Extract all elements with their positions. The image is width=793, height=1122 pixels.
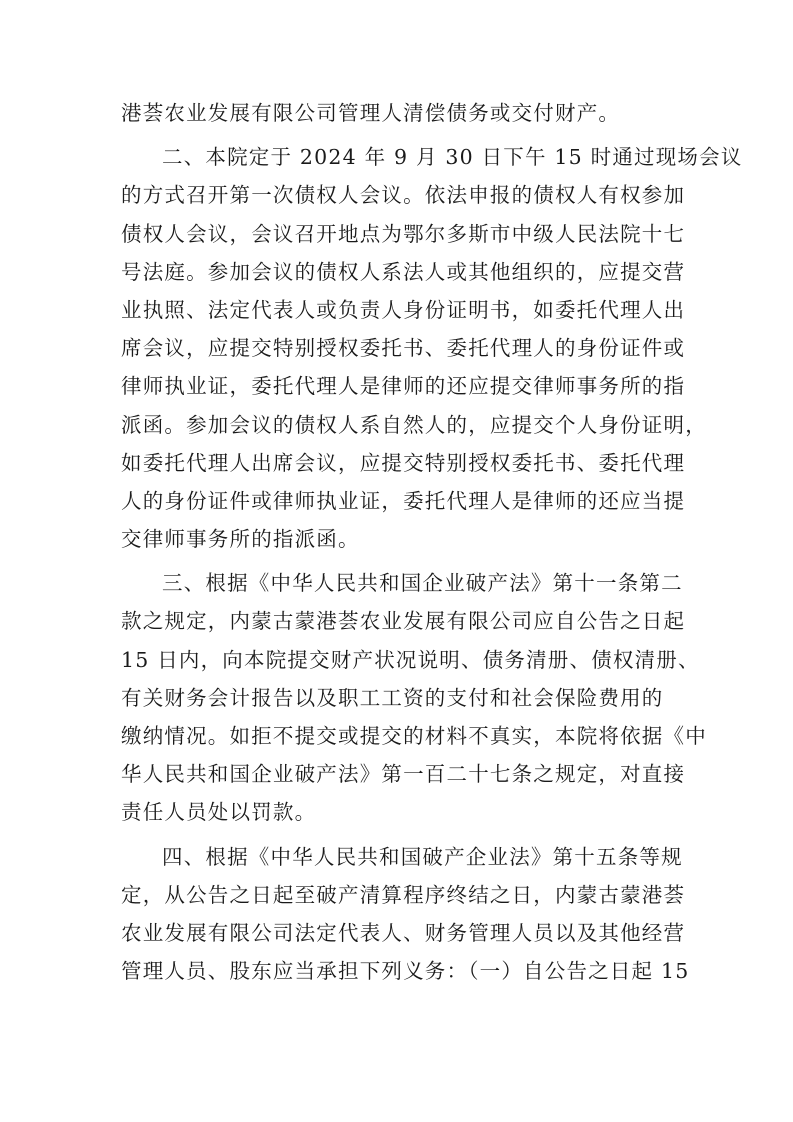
paragraph-creditors-meeting [121,138,743,558]
text-line: 二、本院定于 2024 年 9 月 30 日下午 15 时通过现场会议 [162,145,743,170]
text-line: 业执照、法定代表人或负责人身份证明书，如委托代理人出 [121,297,686,322]
text-line: 定，从公告之日起至破产清算程序终结之日，内蒙古蒙港荟 [121,882,686,907]
document-body [121,94,743,990]
text-line: 有关财务会计报告以及职工工资的支付和社会保险费用的 [121,685,664,710]
text-line: 如委托代理人出席会议，应提交特别授权委托书、委托代理 [121,450,686,475]
text-line: 席会议，应提交特别授权委托书、委托代理人的身份证件或 [121,336,686,361]
text-line: 律师执业证，委托代理人是律师的还应提交律师事务所的指 [121,374,686,399]
paragraph-obligations [121,838,690,991]
paragraph-continuation [121,94,673,132]
text-line: 三、根据《中华人民共和国企业破产法》第十一条第二 [162,571,683,596]
text-line: 号法庭。参加会议的债权人系法人或其他组织的，应提交营 [121,259,686,284]
paragraph-submission-duty [121,564,707,831]
text-line: 港荟农业发展有限公司管理人清偿债务或交付财产。 [121,101,621,125]
text-line: 款之规定，内蒙古蒙港荟农业发展有限公司应自公告之日起 [121,609,686,634]
text-line: 的方式召开第一次债权人会议。依法申报的债权人有权参加 [121,183,686,208]
text-line: 华人民共和国企业破产法》第一百二十七条之规定，对直接 [121,762,686,787]
text-line: 四、根据《中华人民共和国破产企业法》第十五条等规 [162,844,683,869]
text-line: 管理人员、股东应当承担下列义务：（一）自公告之日起 15 [121,959,690,984]
text-line: 责任人员处以罚款。 [121,800,317,825]
text-line: 派函。参加会议的债权人系自然人的，应提交个人身份证明， [121,412,707,437]
text-line: 农业发展有限公司法定代表人、财务管理人员以及其他经营 [121,920,686,945]
text-line: 债权人会议，会议召开地点为鄂尔多斯市中级人民法院十七 [121,221,686,246]
text-line: 人的身份证件或律师执业证，委托代理人是律师的还应当提 [121,488,686,513]
text-line: 交律师事务所的指派函。 [121,527,360,552]
text-line: 15 日内，向本院提交财产状况说明、债务清册、债权清册、 [121,647,700,672]
text-line: 缴纳情况。如拒不提交或提交的材料不真实，本院将依据《中 [121,724,707,748]
